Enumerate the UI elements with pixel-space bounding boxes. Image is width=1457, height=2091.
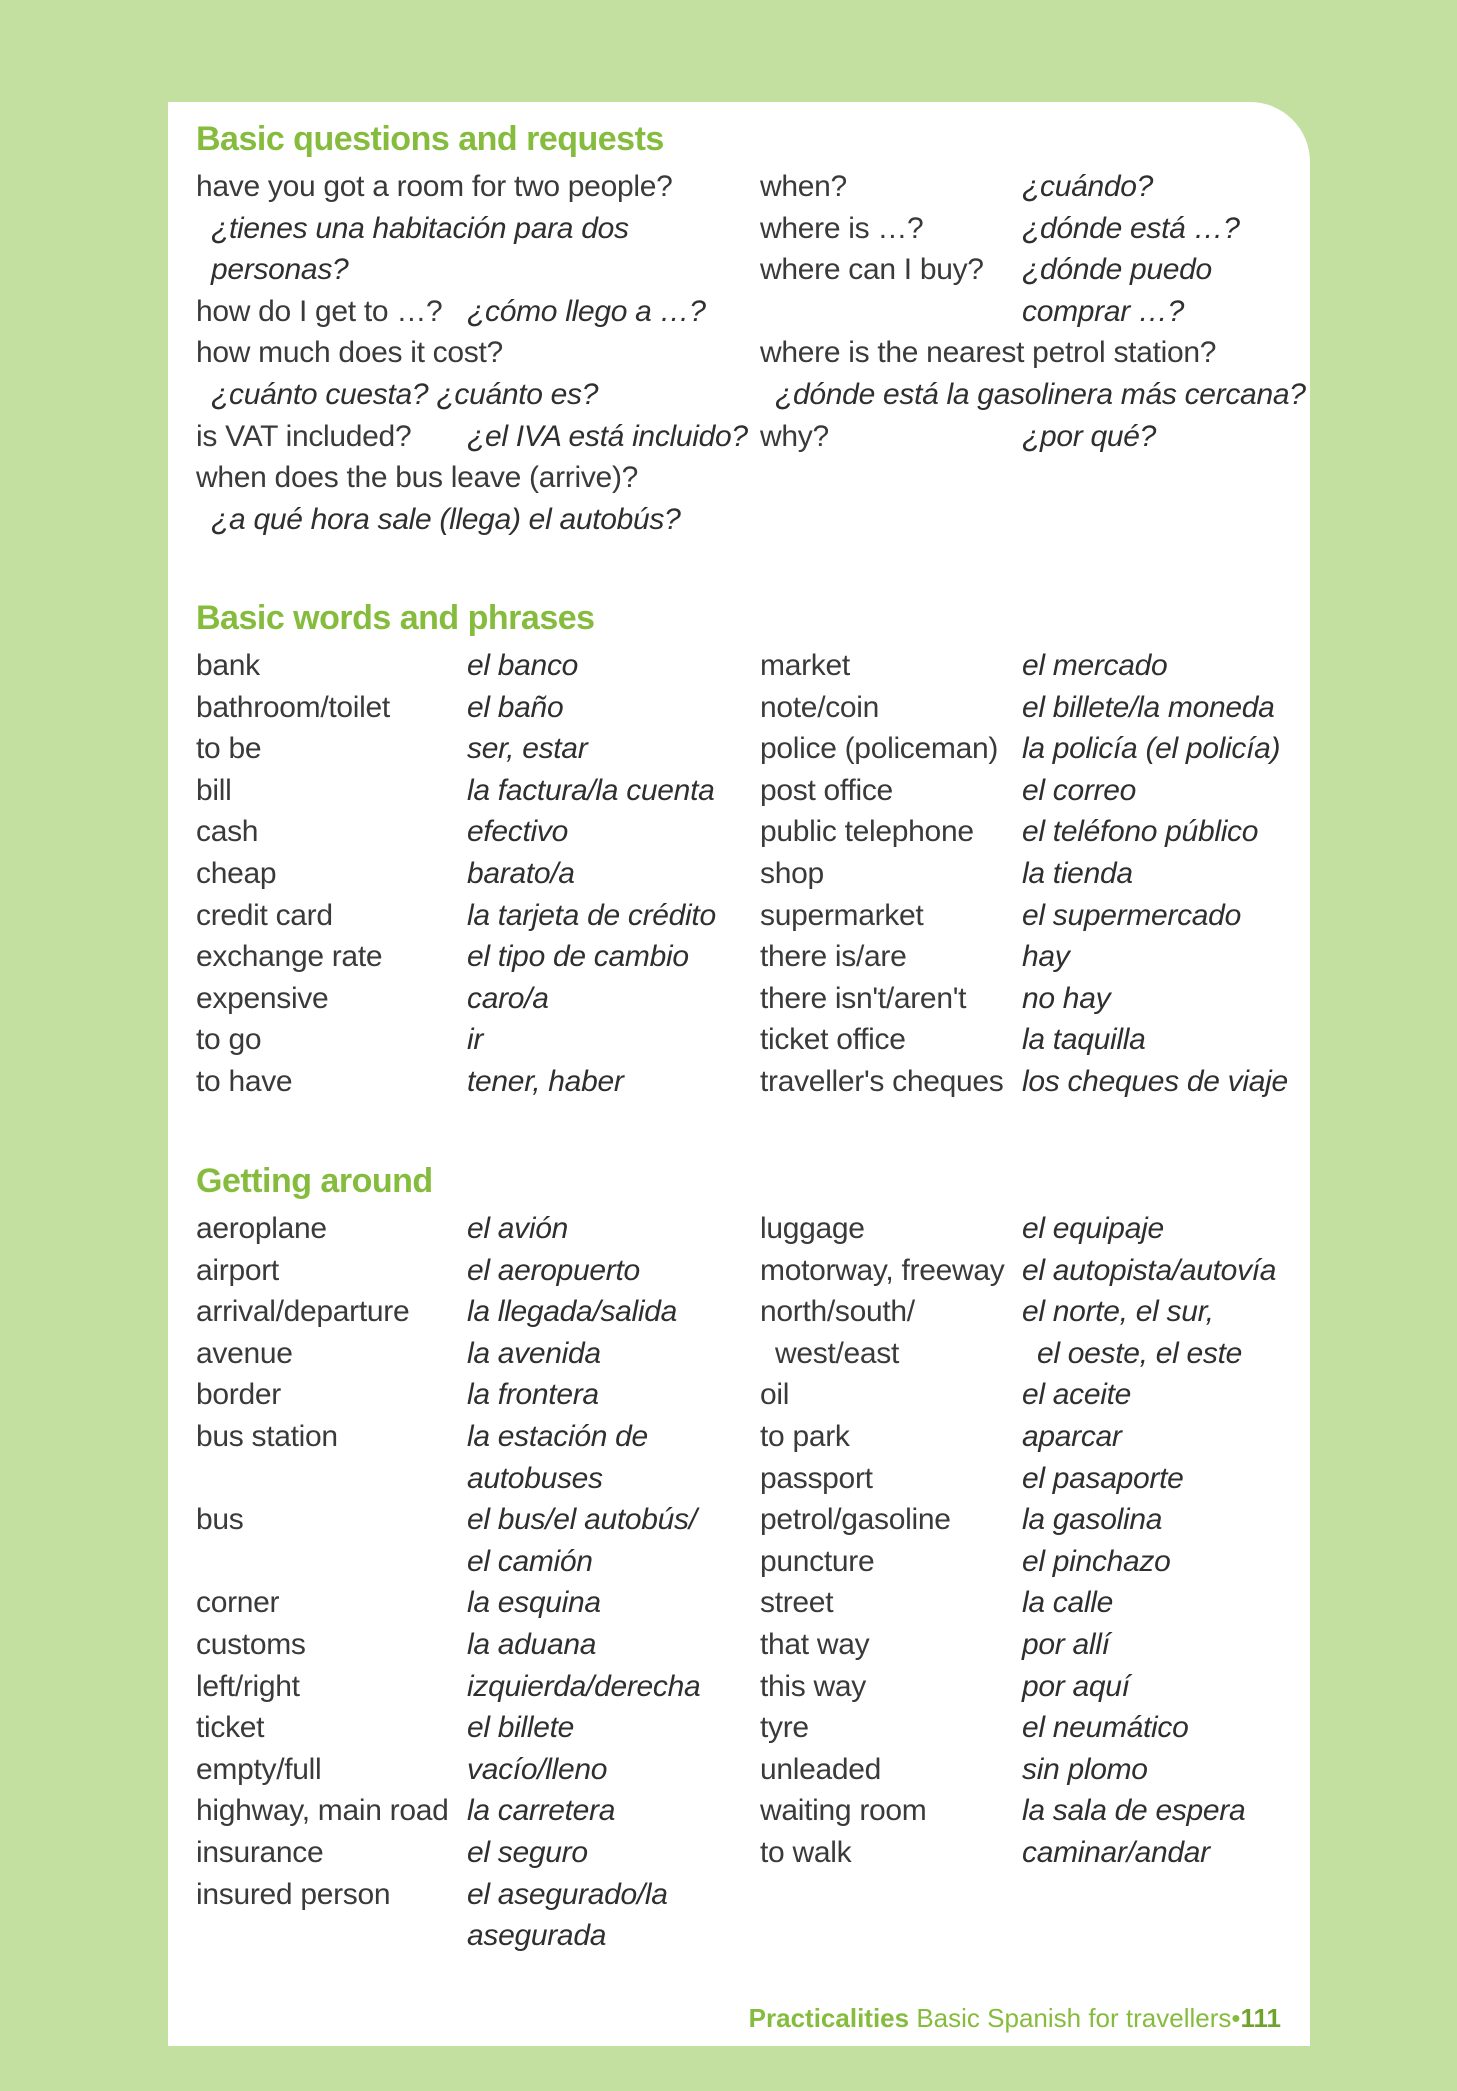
english-term: highway, main road — [196, 1794, 449, 1828]
vocab-row — [196, 1790, 756, 1832]
words-right-column — [760, 645, 1300, 1103]
vocab-row — [196, 978, 756, 1020]
vocab-row — [196, 1291, 756, 1333]
english-term: where is the nearest petrol station? — [760, 336, 1217, 370]
english-term: airport — [196, 1253, 279, 1287]
vocab-row — [196, 499, 756, 541]
spanish-translation: la factura/la cuenta — [467, 773, 715, 807]
english-term: how much does it cost? — [196, 336, 503, 370]
spanish-translation: el bus/el autobús/ — [467, 1503, 697, 1537]
vocab-row — [196, 936, 756, 978]
spanish-translation: el billete/la moneda — [1022, 690, 1275, 724]
around-left-column — [196, 1208, 756, 1957]
english-term: to have — [196, 1064, 293, 1098]
english-term: to be — [196, 732, 262, 766]
vocab-row — [196, 645, 756, 687]
spanish-translation: la aduana — [467, 1627, 597, 1661]
spanish-translation: efectivo — [467, 815, 568, 849]
spanish-translation: ¿dónde puedo — [1022, 253, 1212, 287]
spanish-translation: asegurada — [467, 1919, 607, 1953]
spanish-translation: la frontera — [467, 1378, 599, 1412]
vocab-row — [760, 1666, 1300, 1708]
english-term: empty/full — [196, 1752, 322, 1786]
english-term: shop — [760, 856, 824, 890]
english-term: avenue — [196, 1336, 293, 1370]
spanish-translation: el teléfono público — [1022, 815, 1259, 849]
spanish-translation: caminar/andar — [1022, 1835, 1210, 1869]
english-term: there isn't/aren't — [760, 981, 967, 1015]
vocab-row — [196, 457, 756, 499]
english-term: waiting room — [760, 1794, 927, 1828]
vocab-row — [760, 1374, 1300, 1416]
vocab-row — [760, 332, 1300, 374]
vocab-row — [760, 1250, 1300, 1292]
footer-separator: • — [1231, 2003, 1241, 2033]
vocab-row — [760, 1333, 1300, 1375]
vocab-row — [760, 1624, 1300, 1666]
vocab-row — [196, 166, 756, 208]
vocab-row — [196, 332, 756, 374]
vocab-row — [760, 1416, 1300, 1458]
spanish-translation: la avenida — [467, 1336, 601, 1370]
vocab-row — [196, 1832, 756, 1874]
spanish-translation: el correo — [1022, 773, 1137, 807]
spanish-translation: ¿cuándo? — [1022, 170, 1154, 203]
spanish-translation: el avión — [467, 1212, 569, 1245]
vocab-row — [196, 1624, 756, 1666]
english-term: oil — [760, 1378, 790, 1412]
english-term: bathroom/toilet — [196, 690, 390, 724]
vocab-row — [760, 1832, 1300, 1874]
english-term: credit card — [196, 898, 333, 932]
english-term: ticket — [196, 1711, 265, 1745]
english-term: cheap — [196, 856, 277, 890]
vocab-row — [760, 811, 1300, 853]
vocab-row — [196, 1541, 756, 1583]
spanish-translation: sin plomo — [1022, 1752, 1148, 1786]
spanish-translation: el equipaje — [1022, 1212, 1164, 1245]
spanish-translation: la llegada/salida — [467, 1295, 678, 1329]
spanish-translation: autobuses — [467, 1461, 603, 1495]
vocab-row — [196, 1707, 756, 1749]
spanish-translation: la sala de espera — [1022, 1794, 1246, 1828]
spanish-translation: el pasaporte — [1022, 1461, 1184, 1495]
spanish-translation: aparcar — [1022, 1419, 1122, 1453]
spanish-translation: el billete — [467, 1711, 575, 1745]
vocab-row — [760, 166, 1300, 208]
vocab-row — [760, 1790, 1300, 1832]
vocab-row — [196, 687, 756, 729]
spanish-translation: comprar …? — [1022, 294, 1185, 328]
spanish-translation: el baño — [467, 690, 564, 724]
english-term: petrol/gasoline — [760, 1503, 951, 1537]
vocab-row — [760, 291, 1300, 333]
vocab-row — [760, 687, 1300, 729]
vocab-row — [196, 1582, 756, 1624]
vocab-row — [196, 291, 756, 333]
spanish-translation: el aeropuerto — [467, 1253, 640, 1287]
vocab-row — [760, 374, 1306, 416]
vocab-row — [196, 1499, 756, 1541]
vocab-row — [196, 1915, 756, 1957]
english-term: bus — [196, 1503, 244, 1537]
footer-title: Basic Spanish for travellers — [916, 2003, 1232, 2033]
vocab-row — [196, 374, 756, 416]
english-term: to go — [196, 1023, 262, 1057]
vocab-row — [196, 728, 756, 770]
vocab-row — [196, 1374, 756, 1416]
vocab-row — [196, 853, 756, 895]
english-term: traveller's cheques — [760, 1064, 1004, 1098]
spanish-translation: ser, estar — [467, 732, 588, 766]
english-term: where is …? — [760, 211, 924, 245]
vocab-row — [760, 1582, 1300, 1624]
english-term: to walk — [760, 1835, 852, 1869]
spanish-translation: ¿cuánto cuesta? ¿cuánto es? — [211, 377, 599, 411]
questions-left-column — [196, 166, 756, 540]
vocab-row — [196, 1749, 756, 1791]
vocab-row — [760, 770, 1300, 812]
vocab-row — [196, 1874, 756, 1916]
spanish-translation: la tienda — [1022, 856, 1133, 890]
spanish-translation: ¿dónde está …? — [1022, 211, 1240, 245]
english-term: puncture — [760, 1544, 875, 1578]
spanish-translation: vacío/lleno — [467, 1752, 608, 1786]
vocab-row — [760, 728, 1300, 770]
spanish-translation: hay — [1022, 940, 1070, 974]
english-term: post office — [760, 773, 893, 807]
spanish-translation: el autopista/autovía — [1022, 1253, 1277, 1287]
page-footer — [749, 2003, 1281, 2034]
english-term: supermarket — [760, 898, 924, 932]
english-term: street — [760, 1586, 834, 1620]
vocab-row — [196, 895, 756, 937]
english-term: exchange rate — [196, 940, 383, 974]
spanish-translation: ¿tienes una habitación para dos — [211, 211, 629, 245]
vocab-row — [760, 1061, 1300, 1103]
vocab-row — [760, 1019, 1300, 1061]
spanish-translation: ¿el IVA está incluido? — [467, 419, 748, 453]
vocab-row — [760, 1541, 1300, 1583]
spanish-translation: el aceite — [1022, 1378, 1132, 1412]
spanish-translation: ¿cómo llego a …? — [467, 294, 706, 328]
english-term: motorway, freeway — [760, 1253, 1005, 1287]
vocab-row — [196, 811, 756, 853]
vocab-row — [760, 853, 1300, 895]
vocab-row — [760, 1707, 1300, 1749]
english-term: aeroplane — [196, 1212, 327, 1245]
spanish-translation: la gasolina — [1022, 1503, 1163, 1537]
vocab-row — [760, 645, 1300, 687]
english-term: arrival/departure — [196, 1295, 410, 1329]
spanish-translation: el oeste, el este — [1037, 1336, 1243, 1370]
vocab-row — [760, 936, 1300, 978]
spanish-translation: ir — [467, 1023, 484, 1057]
vocab-row — [760, 208, 1300, 250]
section-title-getting-around: Getting around — [196, 1162, 433, 1200]
spanish-translation: tener, haber — [467, 1064, 624, 1098]
vocab-row — [760, 1208, 1300, 1250]
english-term: is VAT included? — [196, 419, 412, 453]
spanish-translation: la taquilla — [1022, 1023, 1146, 1057]
english-term: where can I buy? — [760, 253, 984, 287]
english-term: to park — [760, 1419, 850, 1453]
english-term: bill — [196, 773, 232, 807]
english-term: unleaded — [760, 1752, 882, 1786]
spanish-translation: la estación de — [467, 1419, 648, 1453]
questions-right-column — [760, 166, 1306, 457]
vocab-row — [760, 1458, 1300, 1500]
english-term: there is/are — [760, 940, 907, 974]
english-term: corner — [196, 1586, 280, 1620]
vocab-row — [196, 1666, 756, 1708]
section-title-questions: Basic questions and requests — [196, 120, 664, 158]
vocab-row — [760, 249, 1300, 291]
vocab-row — [760, 1749, 1300, 1791]
vocab-row — [760, 895, 1300, 937]
english-term: insurance — [196, 1835, 324, 1869]
around-right-column — [760, 1208, 1300, 1874]
english-term: west/east — [775, 1336, 900, 1370]
english-term: customs — [196, 1627, 306, 1661]
spanish-translation: barato/a — [467, 856, 575, 890]
english-term: north/south/ — [760, 1295, 915, 1329]
spanish-translation: el seguro — [467, 1835, 588, 1869]
vocab-row — [196, 1019, 756, 1061]
english-term: luggage — [760, 1212, 865, 1245]
english-term: ticket office — [760, 1023, 906, 1057]
english-term: insured person — [196, 1877, 391, 1911]
spanish-translation: la calle — [1022, 1586, 1113, 1620]
words-left-column — [196, 645, 756, 1103]
english-term: border — [196, 1378, 281, 1412]
vocab-row — [196, 208, 756, 250]
vocab-row — [196, 1208, 756, 1250]
spanish-translation: por aquí — [1022, 1669, 1130, 1703]
vocab-row — [196, 1061, 756, 1103]
spanish-translation: caro/a — [467, 981, 549, 1015]
english-term: tyre — [760, 1711, 809, 1745]
spanish-translation: ¿por qué? — [1022, 419, 1157, 453]
spanish-translation: el camión — [467, 1544, 593, 1578]
spanish-translation: ¿a qué hora sale (llega) el autobús? — [211, 502, 681, 536]
english-term: public telephone — [760, 815, 974, 849]
spanish-translation: el banco — [467, 649, 579, 682]
english-term: when does the bus leave (arrive)? — [196, 461, 639, 495]
english-term: passport — [760, 1461, 873, 1495]
spanish-translation: la esquina — [467, 1586, 601, 1620]
spanish-translation: el tipo de cambio — [467, 940, 689, 974]
english-term: left/right — [196, 1669, 300, 1703]
vocab-row — [760, 1499, 1300, 1541]
spanish-translation: el supermercado — [1022, 898, 1241, 932]
english-term: this way — [760, 1669, 866, 1703]
vocab-row — [196, 1416, 756, 1458]
spanish-translation: el asegurado/la — [467, 1877, 668, 1911]
spanish-translation: el norte, el sur, — [1022, 1295, 1214, 1329]
footer-section: Practicalities — [748, 2003, 910, 2033]
spanish-translation: por allí — [1022, 1627, 1110, 1661]
vocab-row — [760, 416, 1300, 458]
english-term: that way — [760, 1627, 870, 1661]
spanish-translation: los cheques de viaje — [1022, 1064, 1288, 1098]
vocab-row — [760, 978, 1300, 1020]
vocab-row — [196, 770, 756, 812]
spanish-translation: el neumático — [1022, 1711, 1189, 1745]
spanish-translation: no hay — [1022, 981, 1111, 1015]
spanish-translation: el mercado — [1022, 649, 1168, 682]
spanish-translation: personas? — [211, 253, 349, 287]
vocab-row — [760, 1291, 1300, 1333]
english-term: note/coin — [760, 690, 880, 724]
english-term: bus station — [196, 1419, 338, 1453]
english-term: why? — [760, 419, 829, 453]
spanish-translation: ¿dónde está la gasolinera más cercana? — [775, 377, 1306, 411]
english-term: cash — [196, 815, 259, 849]
spanish-translation: el pinchazo — [1022, 1544, 1171, 1578]
spanish-translation: la tarjeta de crédito — [467, 898, 716, 932]
english-term: how do I get to …? — [196, 294, 443, 328]
english-term: when? — [760, 170, 847, 203]
english-term: police (policeman) — [760, 732, 999, 766]
english-term: market — [760, 649, 850, 682]
vocab-row — [196, 1250, 756, 1292]
english-term: bank — [196, 649, 260, 682]
page-number: 111 — [1240, 2003, 1281, 2033]
spanish-translation: la carretera — [467, 1794, 616, 1828]
spanish-translation: izquierda/derecha — [467, 1669, 701, 1703]
vocab-row — [196, 416, 756, 458]
vocab-row — [196, 1333, 756, 1375]
spanish-translation: la policía (el policía) — [1022, 732, 1281, 766]
english-term: expensive — [196, 981, 329, 1015]
section-title-words: Basic words and phrases — [196, 599, 595, 637]
vocab-row — [196, 1458, 756, 1500]
vocab-row — [196, 249, 756, 291]
english-term: have you got a room for two people? — [196, 170, 673, 203]
